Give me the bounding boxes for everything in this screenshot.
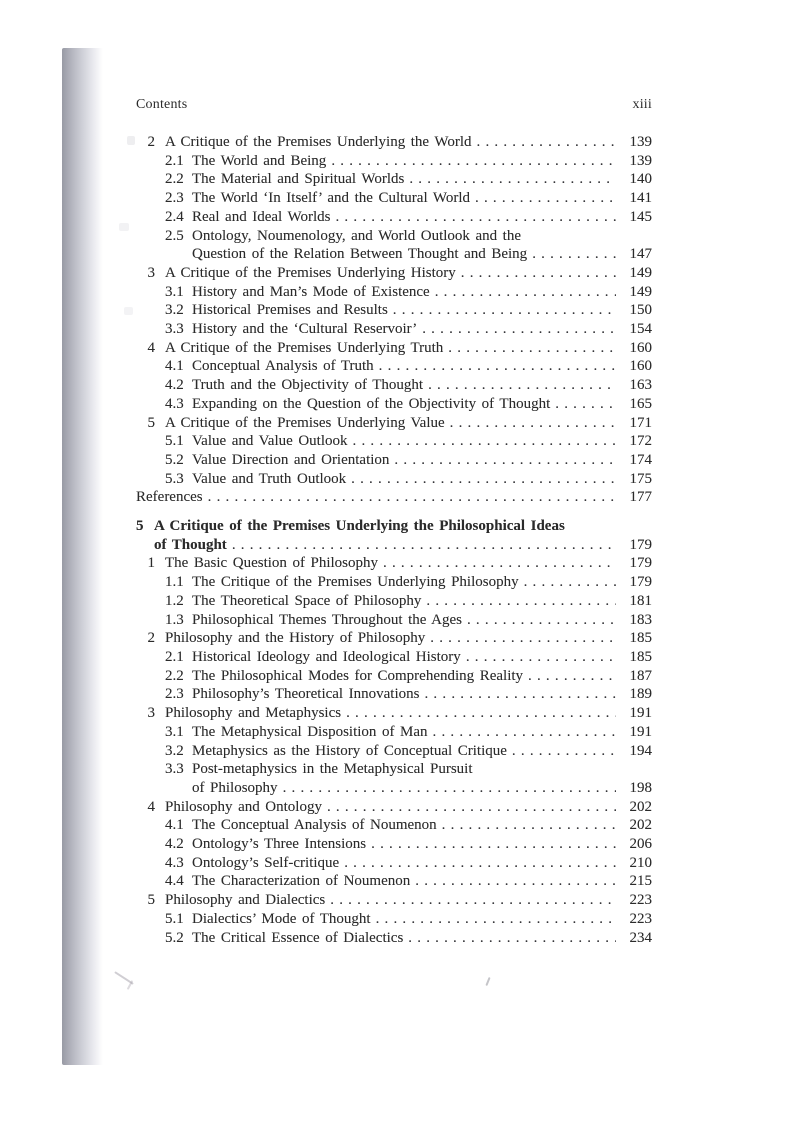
toc-entry-title: Truth and the Objectivity of Thought	[192, 377, 424, 394]
toc-entry-title: The Basic Question of Philosophy	[165, 555, 379, 572]
toc-entry-number: 4.2	[165, 377, 184, 394]
toc-entry-number: 5.1	[165, 910, 184, 927]
dot-leader	[422, 320, 616, 335]
toc-entry-number: 4	[147, 339, 155, 356]
toc-entry-line	[136, 414, 652, 433]
toc-entry-title: The Theoretical Space of Philosophy	[192, 592, 422, 609]
toc-entry	[136, 264, 652, 283]
toc-entry-page: 160	[629, 339, 652, 356]
toc-entry-number: 1.2	[165, 592, 184, 609]
dot-leader	[351, 470, 616, 485]
toc-entry-page: 234	[629, 929, 652, 946]
toc-entry-page: 215	[629, 873, 652, 890]
toc-entry-line	[136, 170, 652, 189]
toc-entry-page: 210	[629, 854, 652, 871]
toc-entry-line	[136, 488, 652, 507]
toc-entry-title: Philosophy and Ontology	[165, 798, 322, 815]
scan-speck-mark	[485, 977, 490, 986]
toc-entry-line	[136, 798, 652, 817]
toc-entry	[136, 742, 652, 761]
toc-entry-line	[136, 264, 652, 283]
toc-entry-line	[136, 573, 652, 592]
toc-entry-number: 4.2	[165, 836, 184, 853]
toc-entry-page: 147	[629, 246, 652, 263]
toc-entry-line	[136, 929, 652, 948]
toc-entry-line	[136, 536, 652, 555]
toc-entry	[136, 189, 652, 208]
toc-entry-title: of Thought	[154, 536, 227, 553]
dot-leader	[555, 395, 616, 410]
dot-leader	[327, 798, 616, 813]
dot-leader	[331, 152, 616, 167]
dot-leader	[424, 685, 616, 700]
toc-entry-title: The Material and Spiritual Worlds	[192, 171, 405, 188]
toc-entry-title: The Characterization of Noumenon	[192, 873, 411, 890]
running-header	[136, 97, 652, 113]
toc-entry-line	[136, 760, 652, 779]
toc-entry-page: 179	[629, 574, 652, 591]
scan-scratch-mark	[114, 971, 134, 985]
toc-entry	[136, 704, 652, 723]
toc-entry-title: The Philosophical Modes for Comprehending Reality	[192, 667, 524, 684]
toc-entry-line	[136, 376, 652, 395]
toc-entry-title: The Critique of the Premises Underlying Philosophy	[192, 574, 519, 591]
toc-entry	[136, 301, 652, 320]
toc-entry-number: 1	[147, 555, 155, 572]
toc-entry-page: 171	[629, 414, 652, 431]
toc-entry-page: 174	[629, 451, 652, 468]
toc-entry-number: 3.1	[165, 283, 184, 300]
toc-entry-line	[136, 648, 652, 667]
toc-entry-number: 3	[147, 264, 155, 281]
scan-scratch-mark	[127, 980, 133, 990]
toc-entry	[136, 470, 652, 489]
toc-entry-page: 181	[629, 592, 652, 609]
toc-entry	[136, 339, 652, 358]
toc-entry-title: Metaphysics as the History of Conceptual Critique	[192, 742, 507, 759]
toc-entry-number: 2.2	[165, 171, 184, 188]
toc-entry-title: Ontology’s Self-critique	[192, 854, 340, 871]
toc-entry-number: 1.3	[165, 611, 184, 628]
toc-entry-title: The World ‘In Itself’ and the Cultural World	[192, 190, 471, 207]
toc-entry-line	[136, 395, 652, 414]
toc-entry-page: 194	[629, 742, 652, 759]
dot-leader	[467, 611, 616, 626]
dot-leader	[532, 245, 616, 260]
dot-leader	[376, 910, 616, 925]
toc-entry-number: 5.1	[165, 433, 184, 450]
toc-entry	[136, 667, 652, 686]
toc-entry-number: 3	[147, 705, 155, 722]
toc-entry-line	[136, 339, 652, 358]
toc-entry	[136, 854, 652, 873]
toc-entry-title: A Critique of the Premises Underlying Value	[165, 414, 445, 431]
toc-entry-page: 163	[629, 377, 652, 394]
toc-entry-line	[136, 189, 652, 208]
toc-entry	[136, 910, 652, 929]
toc-entry-number: 4.4	[165, 873, 184, 890]
toc-entry-title: History and the ‘Cultural Reservoir’	[192, 321, 418, 338]
dot-leader	[408, 929, 616, 944]
toc-entry-number: 4.3	[165, 395, 184, 412]
toc-entry	[136, 760, 652, 797]
dot-leader	[383, 554, 616, 569]
toc-entry-page: 140	[629, 171, 652, 188]
toc-entry	[136, 554, 652, 573]
toc-entry	[136, 170, 652, 189]
toc-entry-line	[136, 629, 652, 648]
toc-entry-page: 202	[629, 798, 652, 815]
toc-entry-line	[136, 835, 652, 854]
toc-entry-page: 183	[629, 611, 652, 628]
toc-entry-number: 2	[147, 630, 155, 647]
toc-entry	[136, 872, 652, 891]
toc-entry-title: The Conceptual Analysis of Noumenon	[192, 817, 437, 834]
toc-entry-title: Philosophy and Metaphysics	[165, 705, 342, 722]
scan-smudge	[119, 223, 129, 231]
toc-entry-title: Ontology, Noumenology, and World Outlook and the	[192, 227, 522, 244]
toc-entry-line	[136, 152, 652, 171]
dot-leader	[435, 283, 616, 298]
dot-leader	[344, 854, 616, 869]
dot-leader	[512, 742, 616, 757]
toc-entry-title: Expanding on the Question of the Objectivity of Thought	[192, 395, 551, 412]
toc-entry	[136, 798, 652, 817]
toc-entry	[136, 395, 652, 414]
dot-leader	[448, 339, 616, 354]
toc-entry-page: 139	[629, 152, 652, 169]
toc-entry	[136, 891, 652, 910]
dot-leader	[353, 432, 616, 447]
toc-entry-number: 5	[147, 892, 155, 909]
toc-entry-page: 172	[629, 433, 652, 450]
toc-entry	[136, 573, 652, 592]
dot-leader	[283, 779, 616, 794]
toc-entry-page: 191	[629, 705, 652, 722]
toc-entry	[136, 835, 652, 854]
toc-entry-title: History and Man’s Mode of Existence	[192, 283, 430, 300]
toc-entry-page: 175	[629, 470, 652, 487]
toc-entry-number: 2.3	[165, 686, 184, 703]
toc-entry	[136, 488, 652, 507]
toc-entry-line	[136, 517, 652, 536]
dot-leader	[208, 488, 616, 503]
toc-entry	[136, 929, 652, 948]
dot-leader	[379, 357, 616, 372]
toc-entry-line	[136, 432, 652, 451]
dot-leader	[433, 723, 617, 738]
toc-entry-page: 149	[629, 264, 652, 281]
toc-entry-number: 2.1	[165, 152, 184, 169]
toc-entry-number: 5.2	[165, 451, 184, 468]
toc-entry-number: 5.2	[165, 929, 184, 946]
toc-entry-title: Value Direction and Orientation	[192, 451, 390, 468]
toc-entry-title: A Critique of the Premises Underlying the Philosophical Ideas	[154, 518, 565, 535]
toc-entry-line	[136, 891, 652, 910]
toc-entry-page: 189	[629, 686, 652, 703]
toc-entry-title: The Critical Essence of Dialectics	[192, 929, 404, 946]
dot-leader	[335, 208, 616, 223]
toc-entry-title: A Critique of the Premises Underlying the World	[165, 134, 472, 150]
toc-entry-title: Philosophy and Dialectics	[165, 892, 326, 909]
toc-entry-number: 1.1	[165, 574, 184, 591]
running-header-title: Contents	[136, 97, 188, 112]
toc-entry-number: 2	[147, 134, 155, 150]
toc-entry-line	[136, 470, 652, 489]
toc-entry-line	[136, 320, 652, 339]
toc-entry-page: 177	[629, 489, 652, 506]
toc-entry-line	[136, 357, 652, 376]
toc-entry	[136, 592, 652, 611]
toc-entry-line	[136, 816, 652, 835]
dot-leader	[371, 835, 616, 850]
toc-entry-line	[136, 227, 652, 246]
dot-leader	[475, 189, 616, 204]
dot-leader	[528, 667, 616, 682]
toc-entry	[136, 283, 652, 302]
toc-entry-title: Question of the Relation Between Thought and Being	[192, 246, 528, 263]
toc-entry	[136, 432, 652, 451]
dot-leader	[394, 451, 616, 466]
toc-entry	[136, 227, 652, 264]
toc-entry-page: 154	[629, 321, 652, 338]
toc-entry-page: 198	[629, 779, 652, 796]
dot-leader	[393, 301, 616, 316]
toc-entry-number: 3.2	[165, 742, 184, 759]
dot-leader	[450, 414, 616, 429]
toc-entry-title: The World and Being	[192, 152, 327, 169]
toc-entry-line	[136, 451, 652, 470]
toc-entry-line	[136, 554, 652, 573]
dot-leader	[232, 536, 616, 551]
toc-entry	[136, 723, 652, 742]
toc-entry-number: 3.1	[165, 723, 184, 740]
toc-entry-number: 4.1	[165, 817, 184, 834]
toc-entry-number: 2.5	[165, 227, 184, 244]
toc-entry-title: Philosophy and the History of Philosophy	[165, 630, 426, 647]
book-spine-shadow	[62, 48, 103, 1065]
toc-entry-page: 139	[629, 134, 652, 150]
dot-leader	[524, 573, 616, 588]
toc-entry-line	[136, 685, 652, 704]
toc-entry-line	[136, 704, 652, 723]
toc-entry-line	[136, 133, 652, 152]
toc-entry-title: The Metaphysical Disposition of Man	[192, 723, 428, 740]
toc-entry-title: Post-metaphysics in the Metaphysical Pursuit	[192, 761, 473, 778]
toc-entry-number: 4	[147, 798, 155, 815]
toc-entry-title: Value and Value Outlook	[192, 433, 348, 450]
toc-entry-page: 223	[629, 910, 652, 927]
toc-entry-line	[136, 592, 652, 611]
folio-page-number: xiii	[632, 97, 652, 112]
toc-entry-number: 2.1	[165, 648, 184, 665]
dot-leader	[426, 592, 616, 607]
toc-entry-title: A Critique of the Premises Underlying History	[165, 264, 456, 281]
toc-entry-line	[136, 245, 652, 264]
toc-entry-title: Value and Truth Outlook	[192, 470, 347, 487]
toc-entry-page: 223	[629, 892, 652, 909]
toc-entry-page: 206	[629, 836, 652, 853]
dot-leader	[346, 704, 616, 719]
dot-leader	[442, 816, 616, 831]
toc-entry-page: 150	[629, 302, 652, 319]
toc-entry-title: References	[136, 489, 203, 506]
toc-entry	[136, 320, 652, 339]
toc-entry-number: 5	[136, 518, 144, 535]
toc-entry	[136, 816, 652, 835]
toc-entry	[136, 629, 652, 648]
toc-entry-page: 160	[629, 358, 652, 375]
toc-entry-title: Ontology’s Three Intensions	[192, 836, 367, 853]
toc-entry	[136, 517, 652, 554]
toc-entry-line	[136, 301, 652, 320]
toc-entry-page: 141	[629, 190, 652, 207]
toc-entry-line	[136, 910, 652, 929]
toc-entry-line	[136, 611, 652, 630]
scan-smudge	[124, 307, 133, 315]
toc-entry-page: 185	[629, 630, 652, 647]
toc-entry-title: Historical Ideology and Ideological History	[192, 648, 461, 665]
toc-entry-number: 4.3	[165, 854, 184, 871]
dot-leader	[409, 170, 616, 185]
toc-entry	[136, 451, 652, 470]
toc-entry-page: 179	[629, 555, 652, 572]
toc-entry-number: 2.2	[165, 667, 184, 684]
toc-entry-title: Philosophical Themes Throughout the Ages	[192, 611, 462, 628]
toc-entry-line	[136, 283, 652, 302]
toc-entry-number: 3.3	[165, 321, 184, 338]
toc-entry-number: 5	[147, 414, 155, 431]
toc-entry-line	[136, 208, 652, 227]
toc-entry-page: 165	[629, 395, 652, 412]
toc-entry-page: 187	[629, 667, 652, 684]
toc-entry	[136, 357, 652, 376]
toc-entry-title: Real and Ideal Worlds	[192, 208, 331, 225]
toc-entry-page: 202	[629, 817, 652, 834]
dot-leader	[466, 648, 616, 663]
dot-leader	[477, 133, 617, 148]
dot-leader	[430, 629, 616, 644]
dot-leader	[330, 891, 616, 906]
toc-entry	[136, 376, 652, 395]
scan-smudge	[127, 136, 135, 145]
toc-entry-page: 149	[629, 283, 652, 300]
toc-entry-number: 3.2	[165, 302, 184, 319]
toc-entry	[136, 611, 652, 630]
toc-entry-number: 3.3	[165, 761, 184, 778]
toc-entry-line	[136, 779, 652, 798]
toc-entry-title: Dialectics’ Mode of Thought	[192, 910, 371, 927]
toc-entry	[136, 208, 652, 227]
toc-entry-number: 4.1	[165, 358, 184, 375]
toc-list	[136, 133, 652, 947]
toc-entry	[136, 685, 652, 704]
toc-entry-title: Historical Premises and Results	[192, 302, 388, 319]
toc-entry-number: 5.3	[165, 470, 184, 487]
toc-entry-line	[136, 667, 652, 686]
toc-entry	[136, 648, 652, 667]
toc-entry-line	[136, 723, 652, 742]
toc-entry-title: of Philosophy	[192, 779, 278, 796]
toc-entry	[136, 414, 652, 433]
toc-entry	[136, 133, 652, 152]
toc-entry	[136, 152, 652, 171]
toc-entry-number: 2.3	[165, 190, 184, 207]
toc-entry-title: A Critique of the Premises Underlying Truth	[165, 339, 444, 356]
toc-entry-line	[136, 872, 652, 891]
dot-leader	[415, 872, 616, 887]
toc-entry-page: 179	[629, 536, 652, 553]
toc-entry-number: 2.4	[165, 208, 184, 225]
toc-entry-title: Conceptual Analysis of Truth	[192, 358, 374, 375]
dot-leader	[461, 264, 616, 279]
toc-entry-page: 145	[629, 208, 652, 225]
toc-entry-line	[136, 854, 652, 873]
toc-entry-line	[136, 742, 652, 761]
toc-entry-page: 191	[629, 723, 652, 740]
toc-entry-title: Philosophy’s Theoretical Innovations	[192, 686, 420, 703]
dot-leader	[428, 376, 616, 391]
toc-entry-page: 185	[629, 648, 652, 665]
